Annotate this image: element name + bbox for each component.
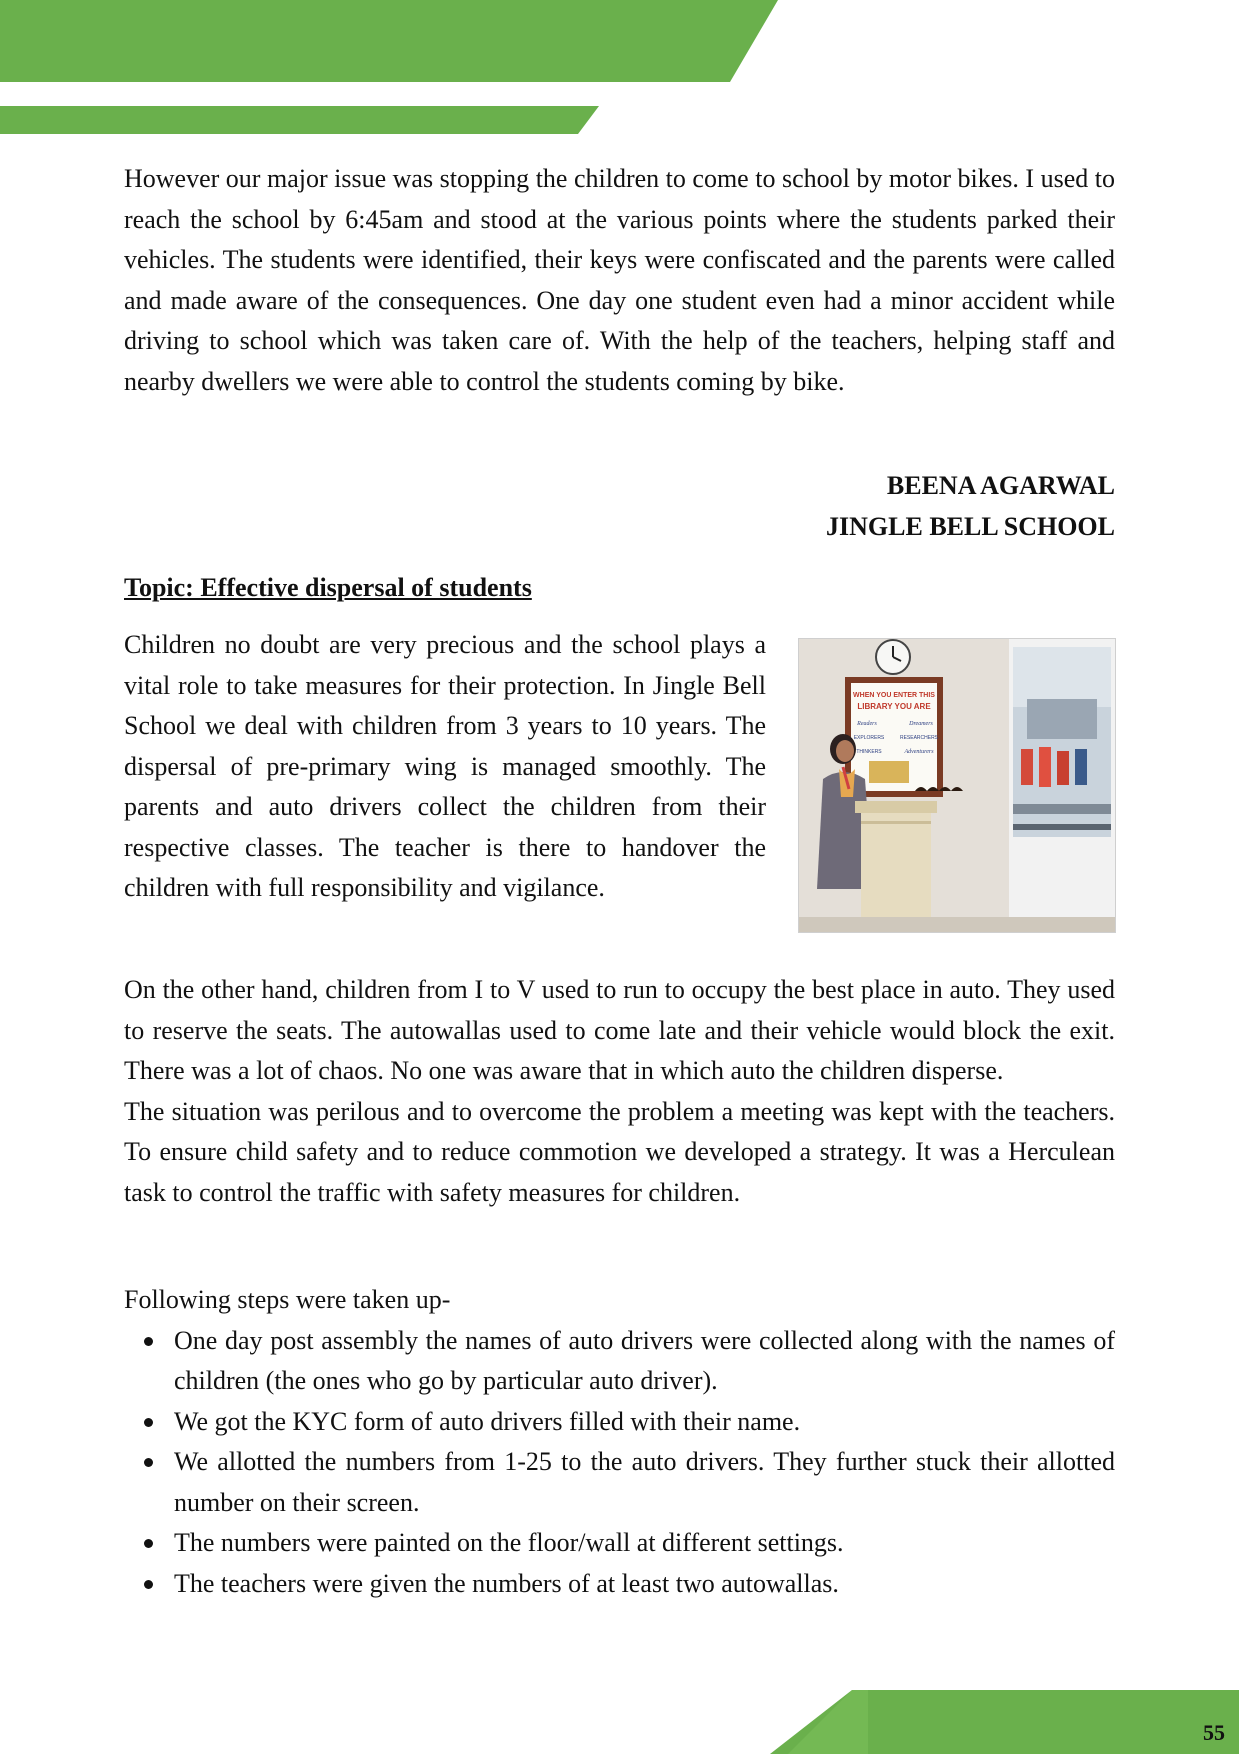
paragraph-2-text: Children no doubt are very precious and the school plays a vital role to take measures for their protection. In Jingle Bell School we deal with children from 3 years to 10 years. The dispersal of pre-primary wing is managed smoothly. The parents and auto drivers collect the children from their respective classes. The teacher is there to handover the children with full responsibility and vigilance.	[124, 630, 766, 902]
list-item: One day post assembly the names of auto drivers were collected along with the names of children (the ones who go by particular auto driver).	[174, 1321, 1115, 1402]
paragraph-1-text: However our major issue was stopping the children to come to school by motor bikes. I used to reach the school by 6:45am and stood at the various points where the students parked their vehicles. The students were identified, their keys were confiscated and the parents were called and made aware of the consequences. One day one student even had a minor accident while driving to school which was taken care of. With the help of the teachers, helping staff and nearby dwellers we were able to control the students coming by bike.	[124, 164, 1115, 396]
paragraph-3	[124, 970, 1115, 1213]
author-school: JINGLE BELL SCHOOL	[826, 511, 1115, 541]
board-line-4: Dreamers	[909, 721, 933, 727]
list-item: The teachers were given the numbers of at least two autowallas.	[174, 1564, 1115, 1605]
bottom-green-banner	[770, 1690, 1239, 1754]
top-green-banner	[0, 0, 780, 82]
signature-block	[124, 466, 1115, 547]
speaker-photo	[798, 638, 1116, 933]
steps-intro: Following steps were taken up-	[124, 1285, 451, 1314]
board-line-5: EXPLORERS	[853, 735, 885, 741]
list-item: We allotted the numbers from 1-25 to the auto drivers. They further stuck their allotted number on their screen.	[174, 1442, 1115, 1523]
paragraph-2	[124, 625, 766, 909]
board-line-1: WHEN YOU ENTER THIS	[853, 692, 935, 699]
paragraph-1	[124, 159, 1115, 402]
steps-section	[124, 1280, 1115, 1604]
paragraph-3-text: On the other hand, children from I to V used to run to occupy the best place in auto. They used to reserve the seats. The autowallas used to come late and their vehicle would block the exit. There was a lot of chaos. No one was aware that in which auto the children disperse.	[124, 975, 1115, 1085]
list-item: The numbers were painted on the floor/wall at different settings.	[174, 1523, 1115, 1564]
board-line-6: RESEARCHERS	[899, 735, 939, 741]
page-number: 55	[1203, 1720, 1225, 1745]
topic-heading	[124, 568, 1115, 608]
board-line-8: Adventurers	[904, 749, 934, 755]
paragraph-4-text: The situation was perilous and to overcome the problem a meeting was kept with the teachers. To ensure child safety and to reduce commotion we developed a strategy. It was a Herculean task to control the traffic with safety measures for children.	[124, 1096, 1115, 1207]
board-line-7: THINKERS	[856, 749, 882, 755]
board-line-3: Readers	[857, 721, 877, 727]
topic-text: Topic: Effective dispersal of students	[124, 573, 532, 602]
author-name: BEENA AGARWAL	[886, 471, 1115, 500]
second-green-banner	[0, 106, 600, 134]
list-item: We got the KYC form of auto drivers filled with their name.	[174, 1402, 1115, 1443]
board-line-2: LIBRARY YOU ARE	[857, 702, 931, 711]
steps-list	[124, 1321, 1115, 1605]
